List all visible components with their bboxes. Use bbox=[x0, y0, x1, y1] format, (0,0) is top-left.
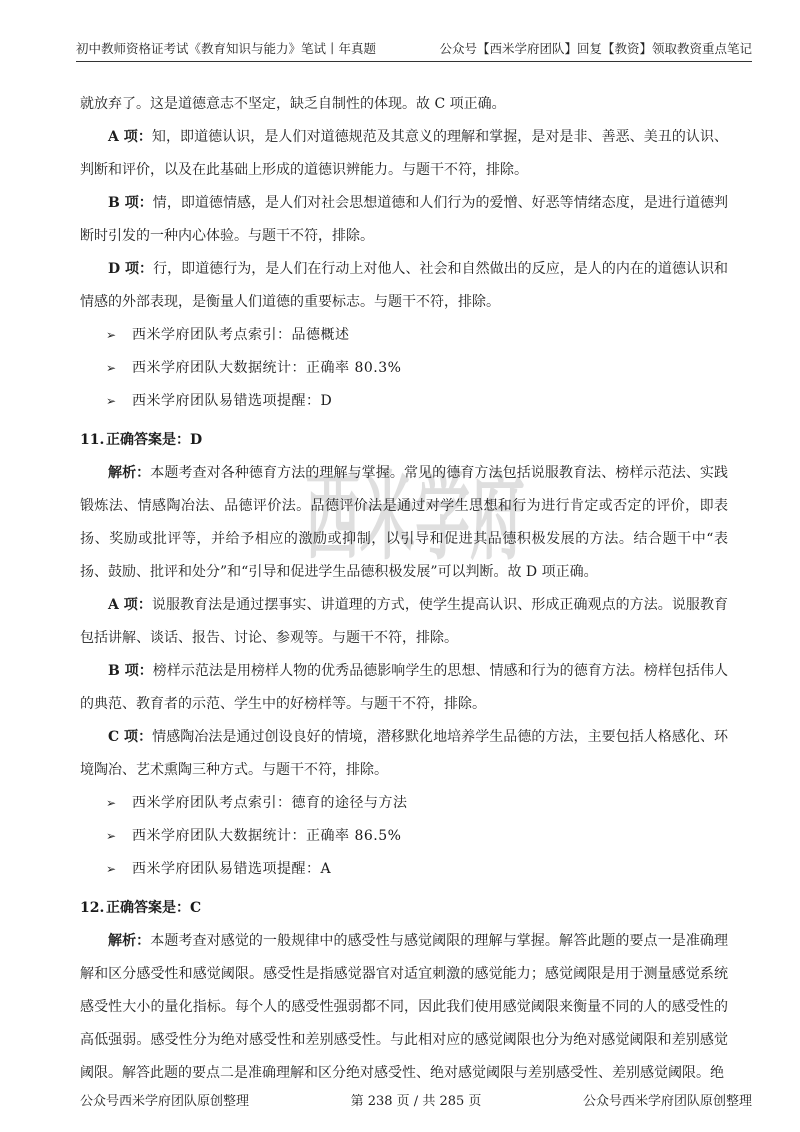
question-number: 11. bbox=[80, 432, 105, 448]
question-number: 12. bbox=[80, 900, 105, 916]
analysis-text: 本题考查对各种德育方法的理解与掌握。常见的德育方法包括说服教育法、榜样示范法、实践锻炼法、情感陶冶法、品德评价法。品德评价法是通过对学生思想和行为进行肯定或否定的评价，即表扬、奖励或批评等，并给予相应的激励或抑制，以引导和促进其品德积极发展的方法。结合题干中“表扬、鼓励、批评和处分”和“引导和促进学生品德积极发展”可以判断。故 D 项正确。 bbox=[80, 465, 728, 580]
option-label: B 项： bbox=[108, 195, 153, 211]
q10-bullet-trap: ➢ 西米学府团队易错选项提醒：D bbox=[80, 385, 728, 418]
answer-text: 正确答案是：C bbox=[106, 900, 202, 916]
option-text: 说服教育法是通过摆事实、讲道理的方式，使学生提高认识、形成正确观点的方法。说服教育包括讲解、谈话、报告、讨论、参观等。与题干不符，排除。 bbox=[80, 597, 728, 646]
footer-right: 公众号西米学府团队原创整理 bbox=[582, 1094, 752, 1109]
watermark-text: 西米学府 bbox=[305, 461, 525, 573]
option-label: D 项： bbox=[108, 261, 154, 277]
header-left-title: 初中教师资格证考试《教育知识与能力》笔试丨年真题 bbox=[76, 41, 377, 56]
analysis-text: 本题考查对感觉的一般规律中的感受性与感觉阈限的理解与掌握。解答此题的要点一是准确理解和区分感受性和感觉阈限。感受性是指感觉器官对适宜刺激的感觉能力；感觉阈限是用于测量感觉系统感受性大小的量化指标。每个人的感受性强弱都不同，因此我们使用感觉阈限来衡量不同的人的感受性的高低强弱。感受性分为绝对感受性和差别感受性。与此相对应的感觉阈限也分为绝对感觉阈限和差别感觉阈限。解答此题的要点二是准确理解和区分绝对感受性、绝对感觉阈限与差别感受性、差别感觉阈限。绝 bbox=[80, 933, 728, 1081]
answer-text: 正确答案是：D bbox=[106, 432, 203, 448]
option-text: 榜样示范法是用榜样人物的优秀品德影响学生的思想、情感和行为的德育方法。榜样包括伟人的典范、教育者的示范、学生中的好榜样等。与题干不符，排除。 bbox=[80, 663, 728, 712]
arrow-bullet-icon: ➢ bbox=[106, 361, 117, 375]
q11-bullet-topic: ➢ 西米学府团队考点索引：德育的途径与方法 bbox=[80, 787, 728, 820]
footer-left: 公众号西米学府团队原创整理 bbox=[80, 1094, 250, 1109]
q10-option-a bbox=[80, 121, 728, 187]
arrow-bullet-icon: ➢ bbox=[106, 796, 117, 810]
option-text: 知，即道德认识，是人们对道德规范及其意义的理解和掌握，是对是非、善恶、美丑的认识、判断和评价，以及在此基础上形成的道德识辨能力。与题干不符，排除。 bbox=[80, 129, 728, 178]
q10-intro: 就放弃了。这是道德意志不坚定，缺乏自制性的体现。故 C 项正确。 bbox=[80, 96, 506, 112]
q11-analysis bbox=[80, 457, 728, 589]
q10-bullet-stats: ➢ 西米学府团队大数据统计：正确率 80.3% bbox=[80, 352, 728, 385]
analysis-label: 解析： bbox=[108, 933, 151, 949]
q12-analysis bbox=[80, 925, 728, 1090]
page-number: 第 238 页 / 共 285 页 bbox=[350, 1094, 482, 1109]
option-text: 情，即道德情感，是人们对社会思想道德和人们行为的爱憎、好恶等情绪态度，是进行道德判断时引发的一种内心体验。与题干不符，排除。 bbox=[80, 195, 728, 244]
arrow-bullet-icon: ➢ bbox=[106, 862, 117, 876]
option-label: C 项： bbox=[108, 729, 153, 745]
page-content bbox=[80, 88, 728, 1090]
q11-option-a bbox=[80, 589, 728, 655]
page-header bbox=[76, 38, 752, 62]
arrow-bullet-icon: ➢ bbox=[106, 328, 117, 342]
arrow-bullet-icon: ➢ bbox=[106, 394, 117, 408]
page-footer bbox=[80, 1090, 752, 1109]
q10-option-d bbox=[80, 253, 728, 319]
header-right-promo: 公众号【西米学府团队】回复【教资】领取教资重点笔记 bbox=[439, 41, 752, 56]
option-label: A 项： bbox=[108, 129, 152, 145]
q11-option-b bbox=[80, 655, 728, 721]
q12-answer bbox=[80, 892, 728, 925]
q11-bullet-stats: ➢ 西米学府团队大数据统计：正确率 86.5% bbox=[80, 820, 728, 853]
option-label: A 项： bbox=[108, 597, 152, 613]
q10-bullet-topic: ➢ 西米学府团队考点索引：品德概述 bbox=[80, 319, 728, 352]
option-label: B 项： bbox=[108, 663, 153, 679]
option-text: 行，即道德行为，是人们在行动上对他人、社会和自然做出的反应，是人的内在的道德认识和情感的外部表现，是衡量人们道德的重要标志。与题干不符，排除。 bbox=[80, 261, 729, 310]
analysis-label: 解析： bbox=[108, 465, 151, 481]
q11-bullet-trap: ➢ 西米学府团队易错选项提醒：A bbox=[80, 853, 728, 886]
q11-answer bbox=[80, 424, 728, 457]
q10-option-b bbox=[80, 187, 728, 253]
option-text: 情感陶冶法是通过创设良好的情境，潜移默化地培养学生品德的方法，主要包括人格感化、环境陶冶、艺术熏陶三种方式。与题干不符，排除。 bbox=[80, 729, 728, 778]
q11-option-c bbox=[80, 721, 728, 787]
arrow-bullet-icon: ➢ bbox=[106, 829, 117, 843]
